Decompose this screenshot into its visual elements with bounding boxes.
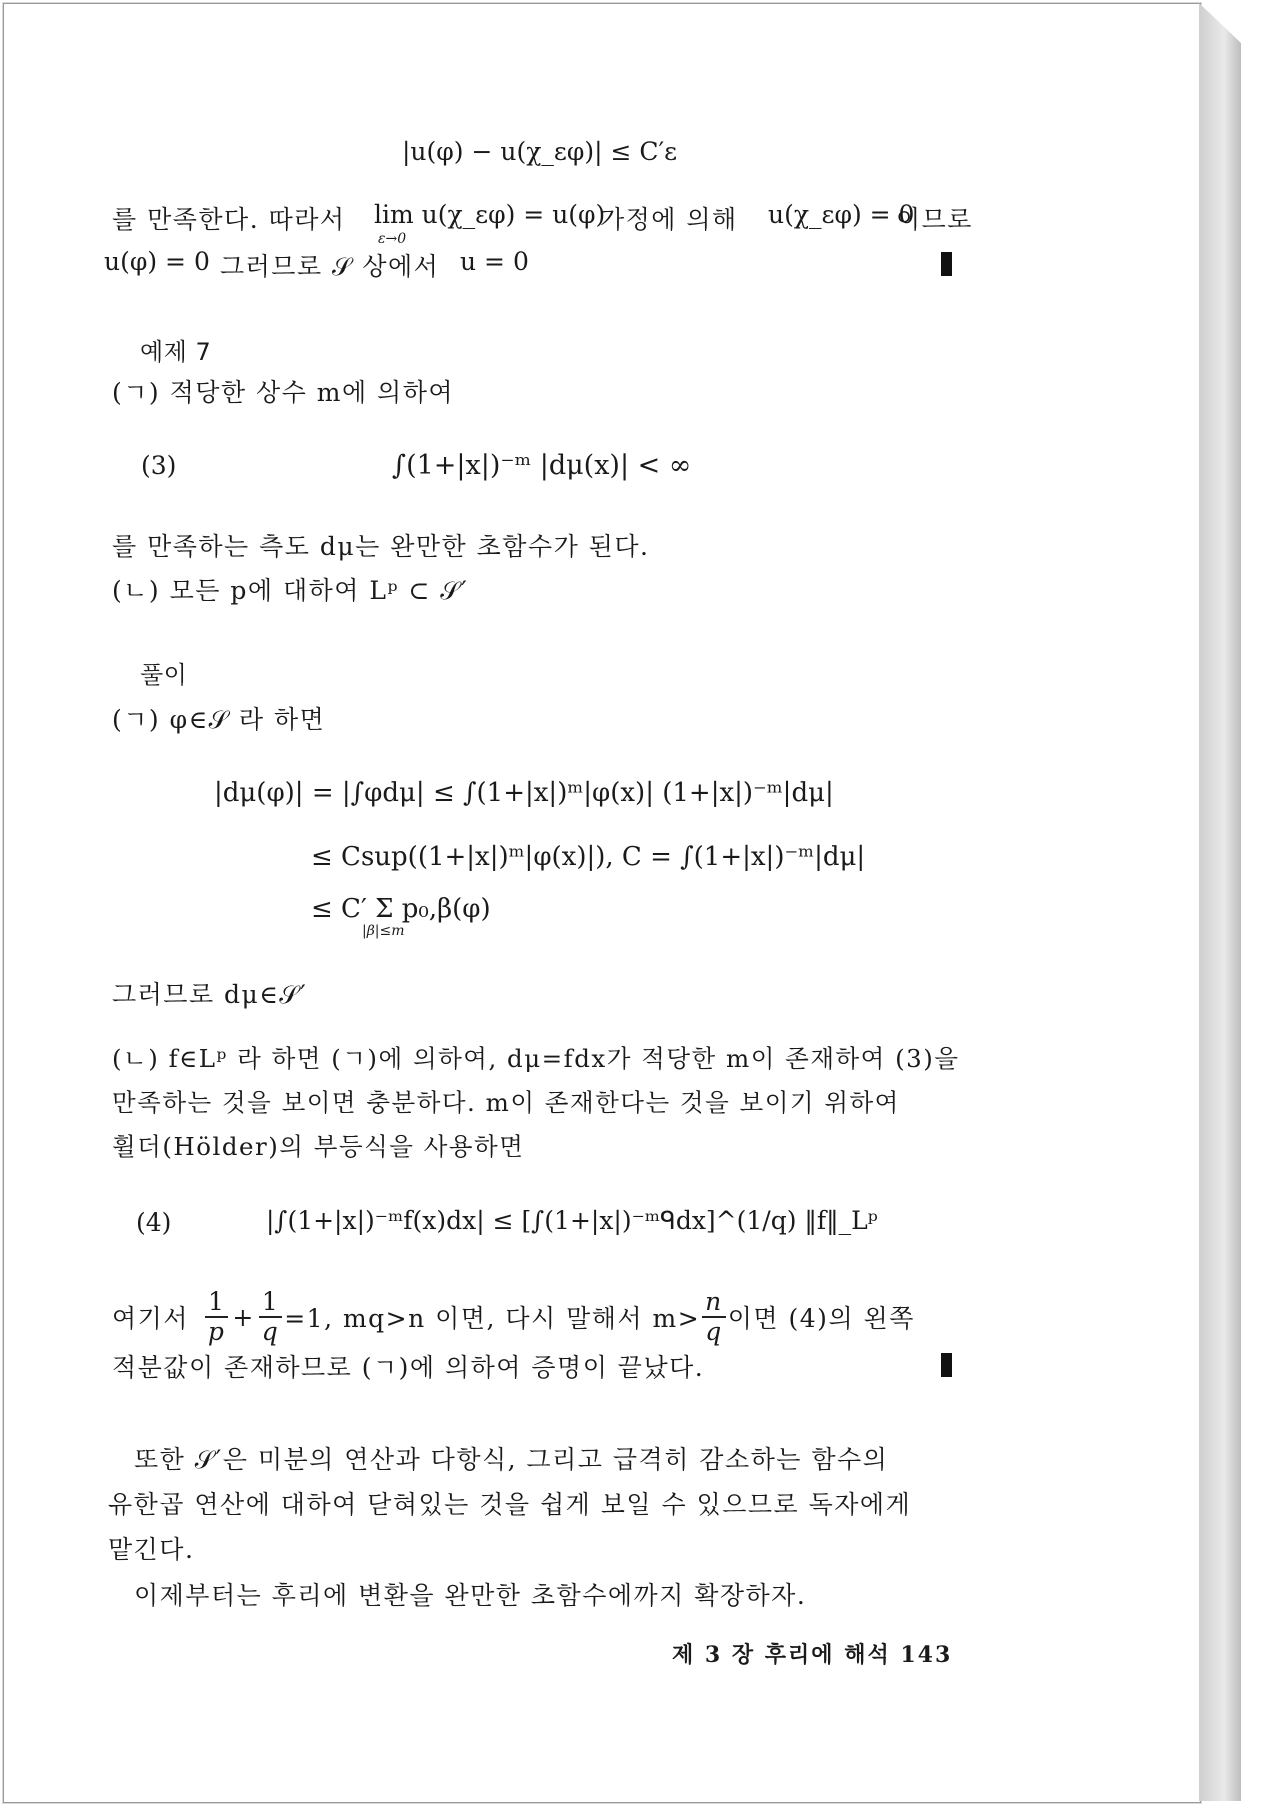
solution-heading: 풀이: [140, 661, 188, 689]
final-pre: 여기서: [112, 1304, 189, 1333]
example-eq: ∫(1+|x|)⁻ᵐ |dμ(x)| < ∞: [392, 450, 692, 481]
solution-final-line: 여기서 $\frac{1}{p}$ + $\frac{1}{q}$ =1, mq>n 이면, 다시 말해서 m> $\frac{n}{q}$ 이면 (4)의 왼쪽: [112, 1287, 915, 1346]
frac-q-den: q: [261, 1317, 280, 1346]
solution-eq1: |dμ(φ)| = |∫φdμ| ≤ ∫(1+|x|)ᵐ|φ(x)| (1+|x|)⁻ᵐ|dμ|: [214, 778, 834, 808]
para1-suffix: 이므로: [896, 205, 973, 234]
solution-eq3: ≤ C′ Σ p₀,β(φ): [311, 894, 491, 924]
solution-eq2: ≤ Csup((1+|x|)ᵐ|φ(x)|), C = ∫(1+|x|)⁻ᵐ|dμ|: [311, 842, 866, 872]
page-footer: 제 3 장 후리에 해석 143: [672, 1642, 953, 1668]
fraction-n-over-q: [702, 1288, 726, 1346]
para1-line2-text: 그러므로 𝒮 상에서: [220, 252, 440, 281]
example-eq-label: (3): [141, 451, 177, 480]
solution-part-a: (ㄱ) φ∈𝒮 라 하면: [112, 705, 326, 734]
frac-q-num: 1: [259, 1288, 282, 1318]
qed-mark: [941, 252, 952, 276]
frac-n-num: n: [702, 1288, 726, 1318]
para1-line2-end: u = 0: [460, 247, 529, 276]
para1-prefix: 를 만족한다. 따라서: [112, 205, 346, 234]
closing-line4: 이제부터는 후리에 변환을 완만한 초함수에까지 확장하자.: [134, 1581, 807, 1610]
frac-p-num: 1: [205, 1288, 228, 1318]
example-heading: 예제 7: [140, 338, 212, 366]
para1-mid: 가정에 의해: [600, 205, 738, 234]
final-mid: =1, mq>n 이면, 다시 말해서 m>: [284, 1304, 701, 1333]
fraction-1-over-q: [259, 1288, 282, 1346]
fraction-1-over-p: [205, 1288, 228, 1346]
para1-lim: lim u(χ_εφ) = u(φ): [374, 200, 606, 229]
solution-conclusion: 그러므로 dμ∈𝒮′: [112, 980, 308, 1009]
example-part-a: (ㄱ) 적당한 상수 m에 의하여: [112, 378, 455, 407]
page-edge-shadow: [1199, 3, 1241, 1801]
solution-part-b-line2: 만족하는 것을 보이면 충분하다. m이 존재한다는 것을 보이기 위하여: [112, 1088, 900, 1117]
frac-n-den: q: [705, 1317, 723, 1346]
solution-eq3-sub: |β|≤m: [362, 923, 405, 939]
closing-line3: 맡긴다.: [108, 1535, 195, 1564]
solution-eq4-label: (4): [136, 1208, 172, 1237]
para1-lim-sub: ε→0: [378, 231, 407, 247]
para1-line2-eq: u(φ) = 0: [104, 247, 210, 276]
solution-part-b-line1: (ㄴ) f∈Lᵖ 라 하면 (ㄱ)에 의하여, dμ=fdx가 적당한 m이 존재하여 (3)을: [112, 1044, 960, 1073]
qed-mark: [941, 1353, 952, 1377]
solution-part-b-line3: 휠더(Hölder)의 부등식을 사용하면: [112, 1132, 525, 1161]
example-part-b: (ㄴ) 모든 p에 대하여 Lᵖ ⊂ 𝒮′: [112, 576, 469, 605]
final-post: 이면 (4)의 왼쪽: [727, 1304, 915, 1333]
solution-final-line2: 적분값이 존재하므로 (ㄱ)에 의하여 증명이 끝났다.: [112, 1353, 705, 1382]
formula-top: |u(φ) − u(χ_εφ)| ≤ C′ε: [402, 137, 678, 166]
closing-line1: 또한 𝒮′은 미분의 연산과 다항식, 그리고 급격히 감소하는 함수의: [134, 1445, 889, 1474]
solution-eq4: |∫(1+|x|)⁻ᵐf(x)dx| ≤ [∫(1+|x|)⁻ᵐᑫdx]^(1/q) ‖f‖_Lᵖ: [266, 1206, 878, 1235]
para1-eq: u(χ_εφ) = 0: [768, 200, 915, 229]
closing-line2: 유한곱 연산에 대하여 닫혀있는 것을 쉽게 보일 수 있으므로 독자에게: [108, 1490, 912, 1519]
frac-p-den: p: [207, 1317, 226, 1346]
example-after: 를 만족하는 측도 dμ는 완만한 초함수가 된다.: [112, 532, 650, 561]
